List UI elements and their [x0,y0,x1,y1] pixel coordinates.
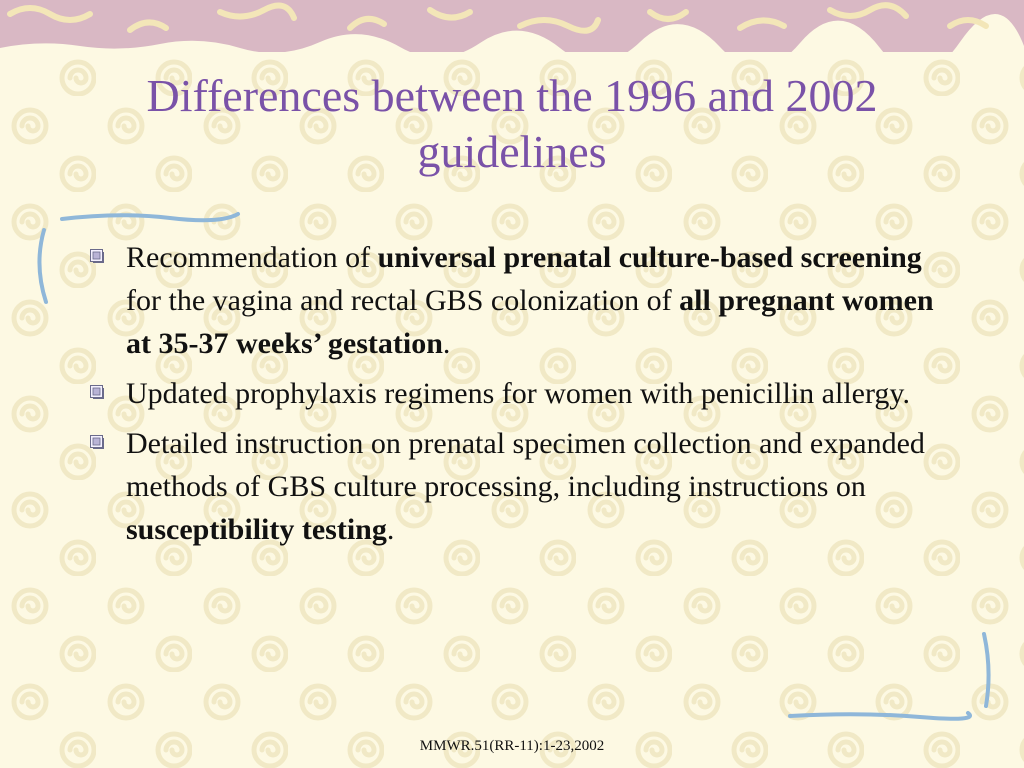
citation-footer: MMWR.51(RR-11):1-23,2002 [419,738,605,754]
bullet-2-segment: Updated prophylaxis regimens for women with penicillin allergy. [126,377,910,410]
framed-square-bullet-icon [90,435,107,452]
bullet-1-segment: Recommendation of [126,241,378,274]
bullet-1-bold-segment: universal prenatal culture-based screening [377,241,922,274]
bullet-1-bold-segment: all pregnant women at 35-37 weeks’ gestation [126,284,934,360]
bullet-1-segment: for the vagina and rectal GBS colonization of [126,284,680,317]
bullet-3-bold-segment: susceptibility testing [126,513,387,546]
framed-square-bullet-icon [90,249,107,266]
bullet-text-1 [126,241,934,360]
bullet-list [88,236,938,558]
framed-square-bullet-icon [90,385,107,402]
bullet-text-3 [126,427,925,546]
bullet-1-segment: . [442,327,451,360]
bullet-item-2 [88,372,938,415]
top-decorative-band [0,0,1024,52]
bullet-text-2 [126,377,910,410]
bullet-3-segment: Detailed instruction on prenatal specimen collection and expanded methods of GBS culture processing, including instructions on [126,427,925,503]
bullet-item-1 [88,236,938,365]
slide-title: Differences between the 1996 and 2002 guidelines [146,70,878,177]
bullet-item-3 [88,422,938,551]
bullet-3-segment: . [386,513,395,546]
